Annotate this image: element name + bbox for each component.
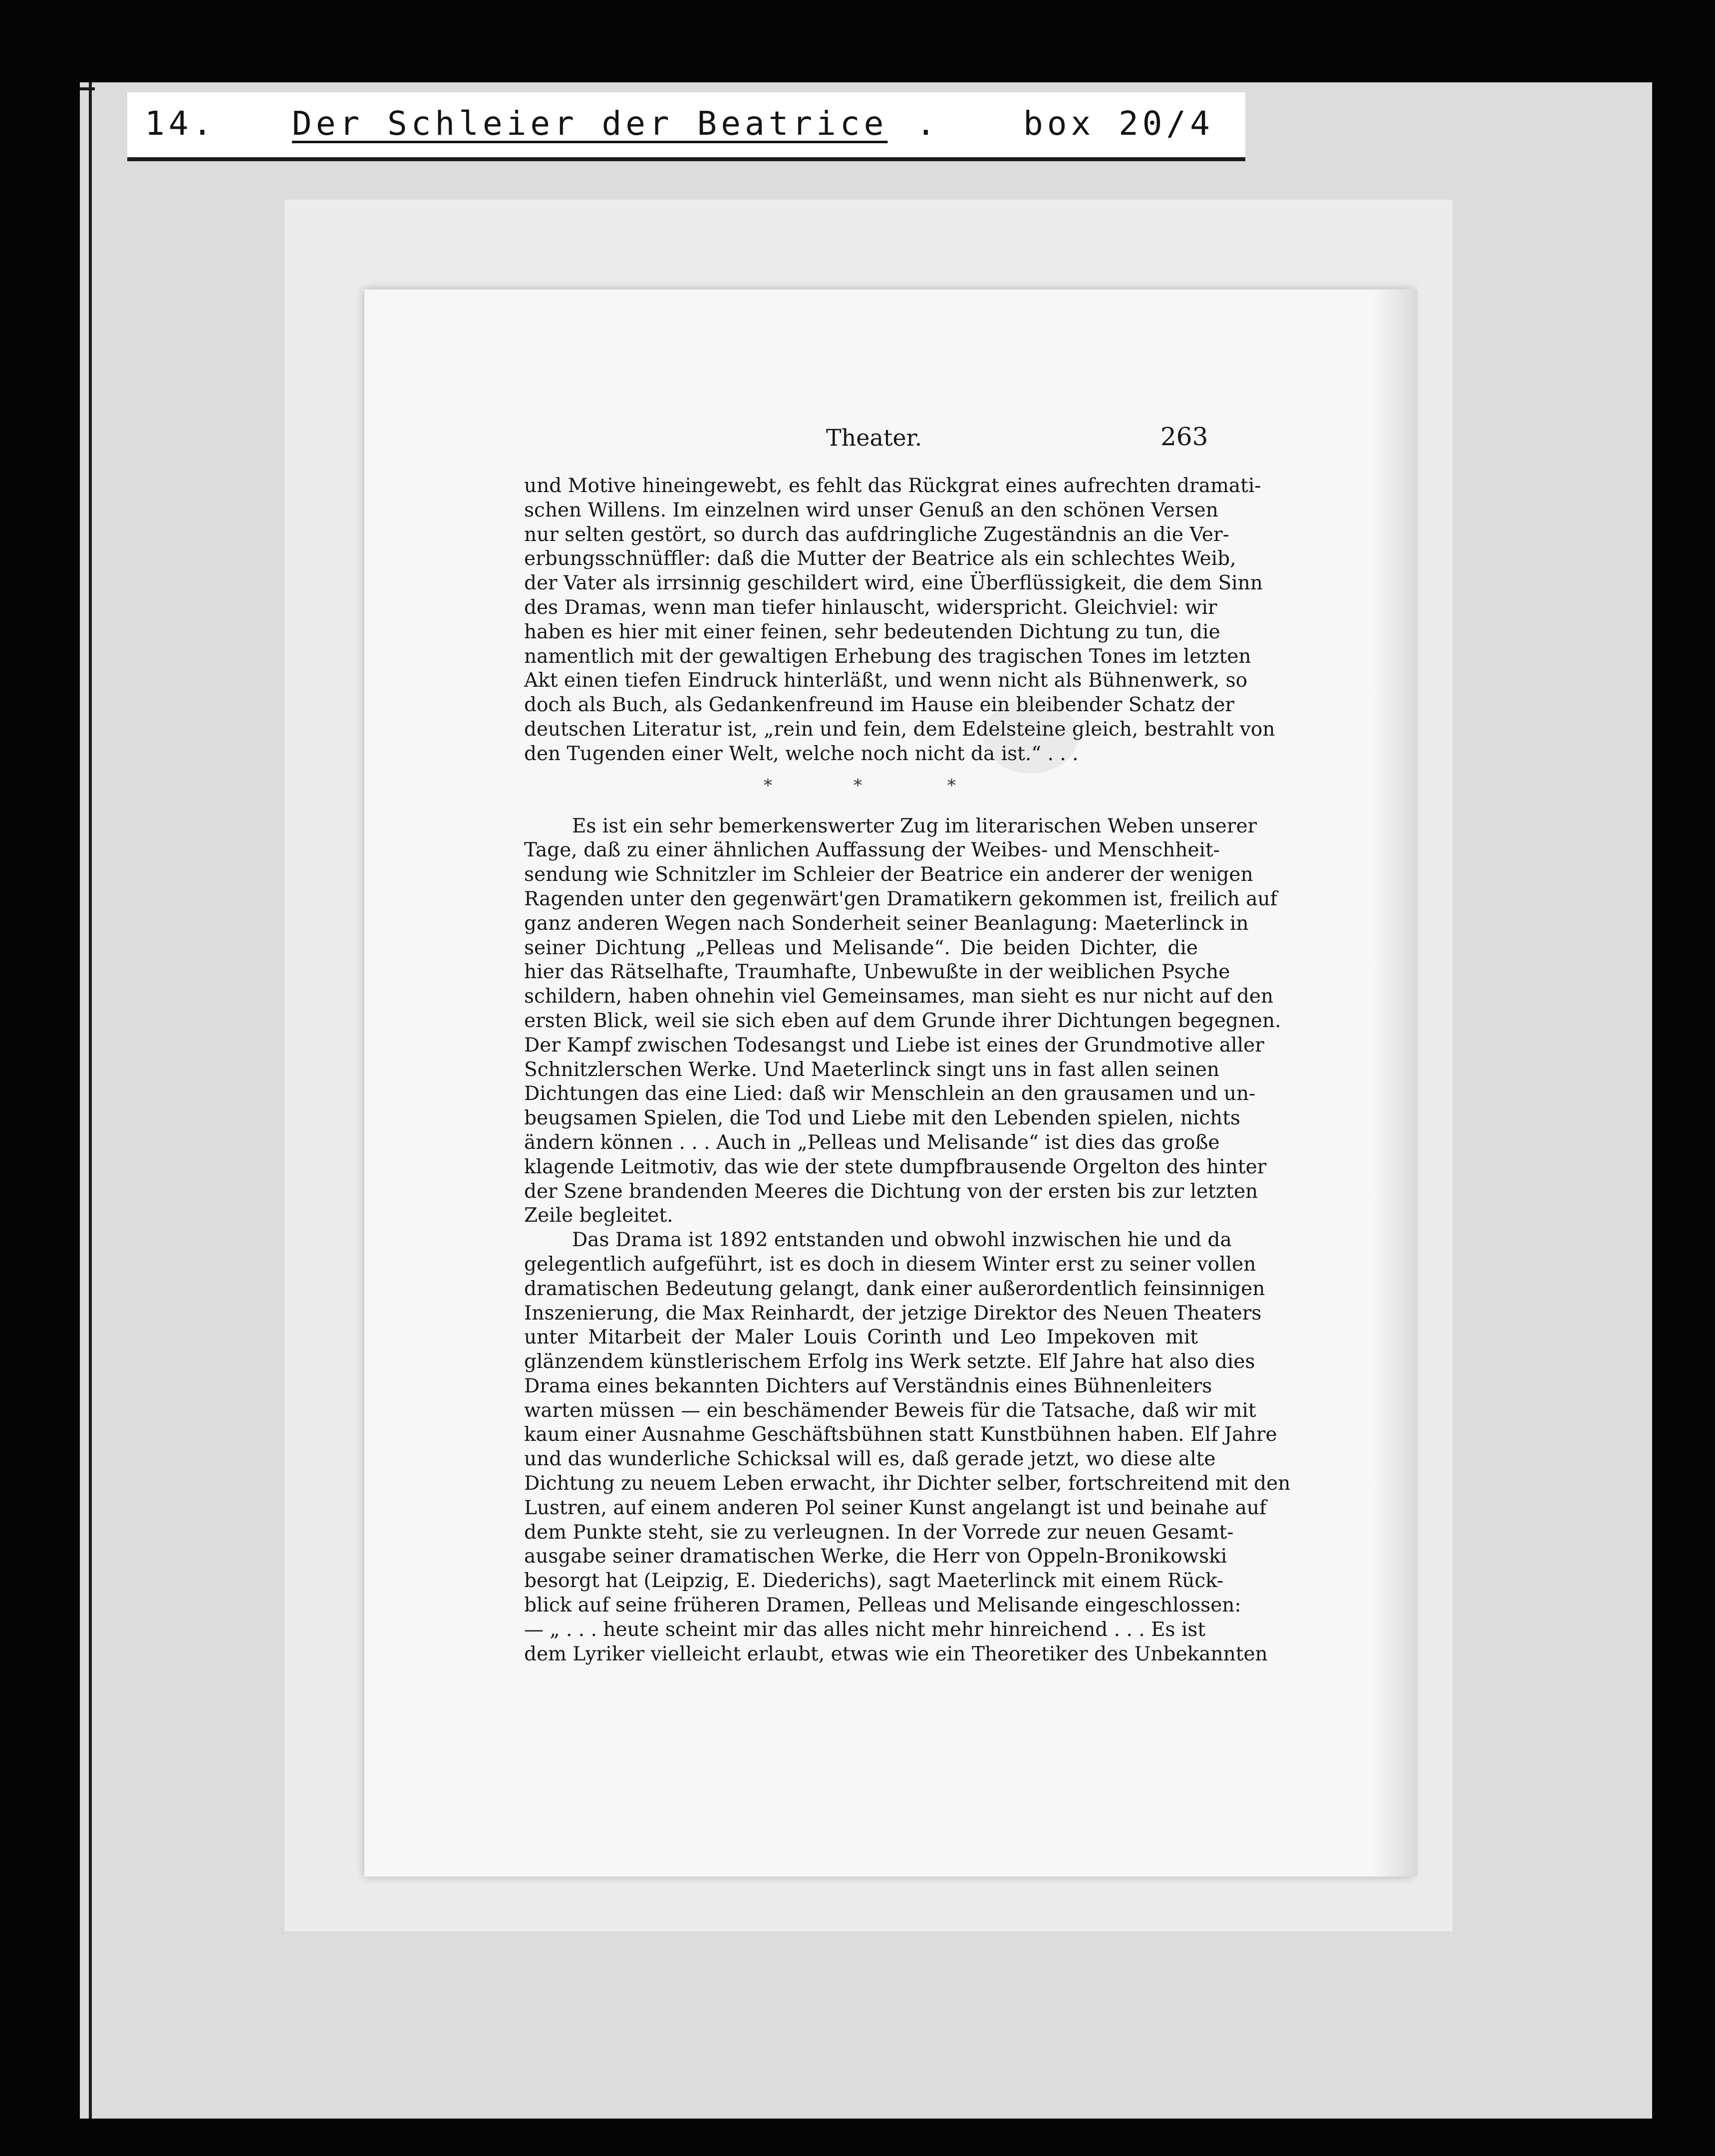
archive-folder-title: Der Schleier der Beatrice	[292, 104, 888, 143]
newspaper-clipping	[364, 289, 1413, 1877]
text-line: deutschen Literatur ist, „rein und fein, dem Edelsteine gleich, bestrahlt von	[524, 718, 1275, 741]
text-line: und das wunderliche Schicksal will es, daß gerade jetzt, wo diese alte	[524, 1448, 1216, 1471]
text-line: der Szene brandenden Meeres die Dichtung von der ersten bis zur letzten	[524, 1180, 1258, 1203]
text-line: Tage, daß zu einer ähnlichen Auffassung der Weibes- und Menschheit-	[524, 839, 1220, 862]
text-line: Dichtung zu neuem Leben erwacht, ihr Dichter selber, fortschreitend mit den	[524, 1472, 1291, 1495]
text-line: haben es hier mit einer feinen, sehr bedeutenden Dichtung zu tun, die	[524, 620, 1220, 643]
separator-asterisk: *	[947, 775, 956, 796]
archive-folder-number: 14.	[145, 104, 217, 143]
text-line: klagende Leitmotiv, das wie der stete dumpfbrausende Orgelton des hinter	[524, 1155, 1267, 1178]
text-line: gelegentlich aufgeführt, ist es doch in diesem Winter erst zu seiner vollen	[524, 1253, 1256, 1276]
text-line: warten müssen — ein beschämender Beweis für die Tatsache, daß wir mit	[524, 1399, 1256, 1422]
text-line: namentlich mit der gewaltigen Erhebung des tragischen Tones im letzten	[524, 645, 1251, 668]
text-line: seiner Dichtung „Pelleas und Melisande“. Die beiden Dichter, die	[524, 936, 1198, 959]
text-line: Inszenierung, die Max Reinhardt, der jetzige Direktor des Neuen Theaters	[524, 1302, 1262, 1325]
text-line: und Motive hineingewebt, es fehlt das Rückgrat eines aufrechten dramati-	[524, 475, 1261, 497]
text-line: dem Punkte steht, sie zu verleugnen. In der Vorrede zur neuen Gesamt-	[524, 1521, 1234, 1544]
scan-border-line	[89, 82, 92, 2119]
text-line-last: den Tugenden einer Welt, welche noch nicht da ist.“ . . .	[524, 742, 1079, 765]
text-line: des Dramas, wenn man tiefer hinlauscht, widerspricht. Gleichviel: wir	[524, 596, 1217, 619]
text-line: schen Willens. Im einzelnen wird unser Genuß an den schönen Versen	[524, 499, 1218, 522]
text-line: — „ . . . heute scheint mir das alles nicht mehr hinreichend . . . Es ist	[524, 1618, 1206, 1641]
text-line: unter Mitarbeit der Maler Louis Corinth und Leo Impekoven mit	[524, 1326, 1198, 1349]
text-line: ausgabe seiner dramatischen Werke, die Herr von Oppeln-Bronikowski	[524, 1545, 1227, 1568]
separator-asterisk: *	[764, 775, 772, 796]
text-line: schildern, haben ohnehin viel Gemeinsames, man sieht es nur nicht auf den	[524, 985, 1274, 1008]
text-line: blick auf seine früheren Dramen, Pelleas und Melisande eingeschlossen:	[524, 1594, 1241, 1617]
text-line: dem Lyriker vielleicht erlaubt, etwas wie ein Theoretiker des Unbekannten	[524, 1642, 1268, 1665]
paragraph-2	[524, 814, 1281, 1229]
text-line: doch als Buch, als Gedankenfreund im Hause ein bleibender Schatz der	[524, 694, 1235, 717]
page-number: 263	[1160, 422, 1208, 451]
text-line: ganz anderen Wegen nach Sonderheit seiner Beanlagung: Maeterlinck in	[524, 912, 1249, 935]
text-line: Lustren, auf einem anderen Pol seiner Kunst angelangt ist und beinahe auf	[524, 1496, 1267, 1519]
text-line: der Vater als irrsinnig geschildert wird, eine Überflüssigkeit, die dem Sinn	[524, 572, 1263, 595]
text-line: sendung wie Schnitzler im Schleier der Beatrice ein anderer der wenigen	[524, 863, 1253, 886]
text-line: ersten Blick, weil sie sich eben auf dem Grunde ihrer Dichtungen begegnen.	[524, 1009, 1281, 1032]
article-body	[524, 474, 1291, 1666]
paragraph-3	[524, 1228, 1291, 1666]
text-line-last: Zeile begleitet.	[524, 1204, 673, 1227]
archive-header-dot: .	[916, 104, 940, 143]
text-line: Der Kampf zwischen Todesangst und Liebe ist eines der Grundmotive aller	[524, 1034, 1264, 1057]
text-line: Drama eines bekannten Dichters auf Verständnis eines Bühnenleiters	[524, 1374, 1212, 1397]
section-separator	[524, 767, 1198, 804]
text-line: besorgt hat (Leipzig, E. Diederichs), sagt Maeterlinck mit einem Rück-	[524, 1570, 1224, 1593]
text-line: Schnitzlerschen Werke. Und Maeterlinck singt uns in fast allen seinen	[524, 1058, 1220, 1081]
text-line: beugsamen Spielen, die Tod und Liebe mit den Lebenden spielen, nichts	[524, 1107, 1240, 1130]
text-line: Ragenden unter den gegenwärt'gen Dramatikern gekommen ist, freilich auf	[524, 887, 1278, 910]
text-line-first: Das Drama ist 1892 entstanden und obwohl inzwischen hie und da	[572, 1229, 1232, 1252]
scan-corner-mark	[80, 87, 95, 90]
text-line: glänzendem künstlerischem Erfolg ins Werk setzte. Elf Jahre hat also dies	[524, 1350, 1255, 1373]
text-line: nur selten gestört, so durch das aufdringliche Zugeständnis an die Ver-	[524, 523, 1229, 546]
text-line: ändern können . . . Auch in „Pelleas und Melisande“ ist dies das große	[524, 1131, 1220, 1154]
text-line: kaum einer Ausnahme Geschäftsbühnen statt Kunstbühnen haben. Elf Jahre	[524, 1423, 1277, 1446]
text-line-first: Es ist ein sehr bemerkenswerter Zug im literarischen Weben unserer	[572, 814, 1257, 837]
separator-asterisk: *	[854, 775, 862, 796]
text-line: erbungsschnüffler: daß die Mutter der Beatrice als ein schlechtes Weib,	[524, 547, 1236, 570]
text-line: Dichtungen das eine Lied: daß wir Menschlein an den grausamen und un-	[524, 1082, 1256, 1105]
torn-edge	[1373, 289, 1418, 1877]
paragraph-1	[524, 474, 1275, 767]
text-line: Akt einen tiefen Eindruck hinterläßt, und wenn nicht als Bühnenwerk, so	[524, 669, 1248, 692]
archive-box-label: box 20/4	[1023, 104, 1214, 143]
archive-header-strip	[127, 92, 1245, 161]
text-line: dramatischen Bedeutung gelangt, dank einer außerordentlich feinsinnigen	[524, 1277, 1265, 1300]
running-title: Theater.	[826, 424, 922, 451]
running-head	[364, 424, 1413, 454]
text-line: hier das Rätselhafte, Traumhafte, Unbewußte in der weiblichen Psyche	[524, 961, 1230, 984]
